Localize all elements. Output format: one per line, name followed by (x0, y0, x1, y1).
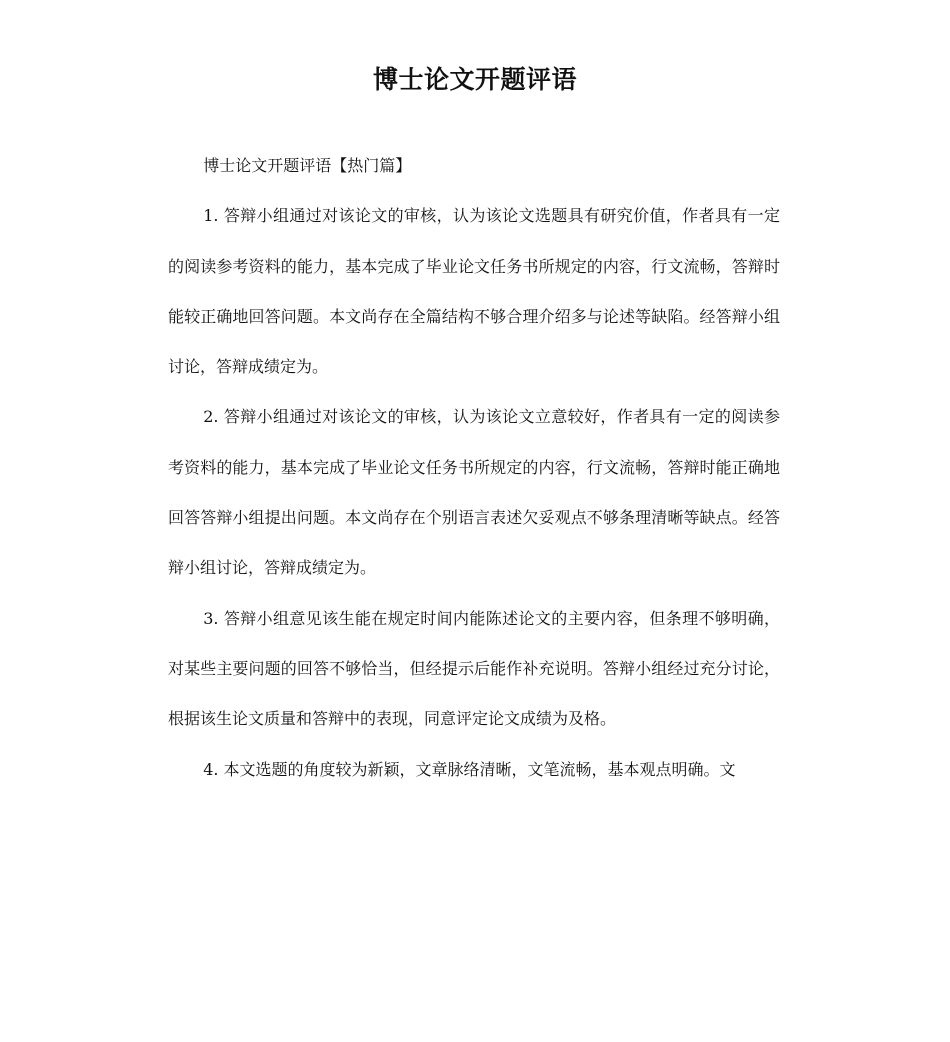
paragraph-2: 2. 答辩小组通过对该论文的审核，认为该论文立意较好，作者具有一定的阅读参考资料的能力，基本完成了毕业论文任务书所规定的内容，行文流畅，答辩时能正确地回答答辩小组提出问题。本文尚存在个别语言表述欠妥观点不够条理清晰等缺点。经答辩小组讨论，答辩成绩定为。 (168, 407, 780, 578)
paragraph-3: 3. 答辩小组意见该生能在规定时间内能陈述论文的主要内容，但条理不够明确，对某些主要问题的回答不够恰当，但经提示后能作补充说明。答辩小组经过充分讨论，根据该生论文质量和答辩中的表现，同意评定论文成绩为及格。 (168, 608, 780, 729)
document-title: 博士论文开题评语 (372, 65, 577, 94)
document-body (168, 141, 780, 795)
paragraph-4: 4. 本文选题的角度较为新颖，文章脉络清晰，文笔流畅，基本观点明确。文 (203, 759, 736, 779)
document-subtitle: 博士论文开题评语【热门篇】 (203, 156, 412, 175)
paragraph-1: 1. 答辩小组通过对该论文的审核，认为该论文选题具有研究价值，作者具有一定的阅读参考资料的能力，基本完成了毕业论文任务书所规定的内容，行文流畅，答辩时能较正确地回答问题。本文尚存在全篇结构不够合理介绍多与论述等缺陷。经答辩小组讨论，答辩成绩定为。 (168, 206, 780, 377)
